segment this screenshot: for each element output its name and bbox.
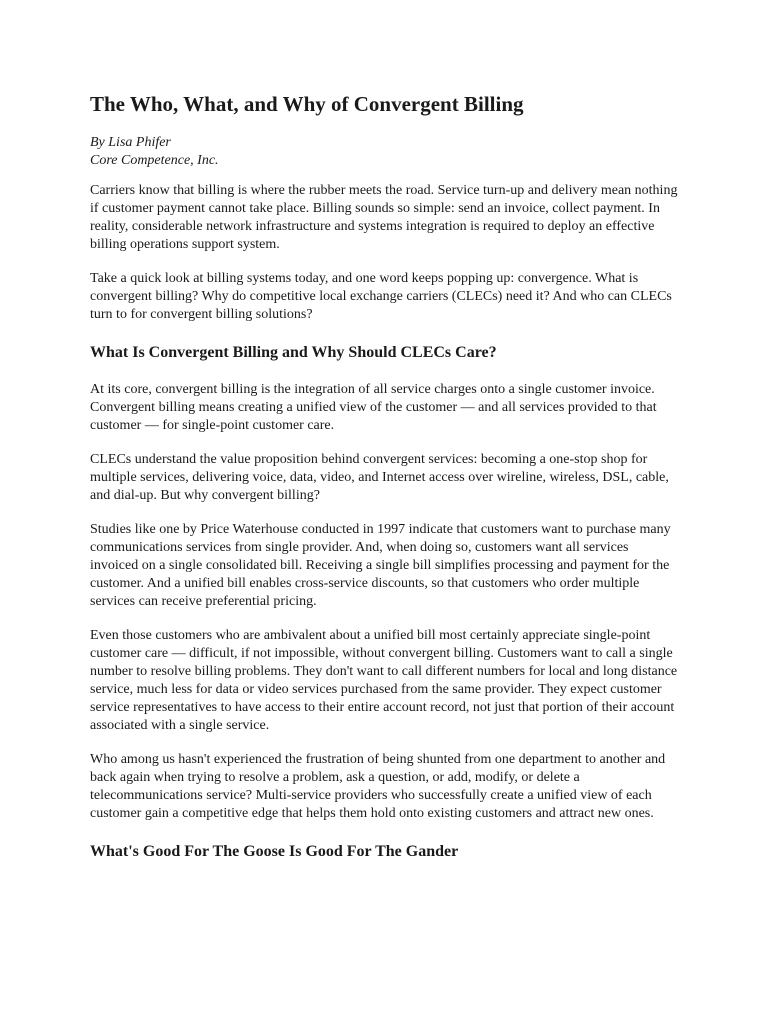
author-byline: By Lisa Phifer: [90, 135, 171, 151]
intro-paragraph: Carriers know that billing is where the rubber meets the road. Service turn-up and delivery mean nothing if customer payment cannot take place. Billing sounds so simple: send an invoice, collect payment. In reality, considerable network infrastructure and systems integration is required to deploy an effective billing operations support system.: [90, 183, 678, 253]
body-paragraph: At its core, convergent billing is the integration of all service charges onto a single customer invoice. Convergent billing means creating a unified view of the customer — and all services provided to that customer — for single-point customer care.: [90, 382, 657, 434]
author-organization: Core Competence, Inc.: [90, 153, 219, 169]
intro-paragraph: Take a quick look at billing systems today, and one word keeps popping up: convergence. What is convergent billing? Why do competitive local exchange carriers (CLECs) need it? And who can CLECs turn to for convergent billing solutions?: [90, 271, 672, 323]
document-title: The Who, What, and Why of Convergent Billing: [90, 92, 524, 116]
section-heading: What Is Convergent Billing and Why Should CLECs Care?: [90, 344, 497, 362]
body-paragraph: Even those customers who are ambivalent about a unified bill most certainly appreciate single-point customer care — difficult, if not impossible, without convergent billing. Customers want to call a single number to resolve billing problems. They don't want to call different numbers for local and long distance service, much less for data or video services purchased from the same provider. They expect customer service representatives to have access to their entire account record, not just that portion of their account associated with a single service.: [90, 628, 678, 734]
section-heading: What's Good For The Goose Is Good For The Gander: [90, 843, 459, 861]
byline-block: [90, 134, 680, 170]
body-paragraph: Who among us hasn't experienced the frustration of being shunted from one department to another and back again when trying to resolve a problem, ask a question, or add, modify, or delete a telecommunications service? Multi-service providers who successfully create a unified view of each customer gain a competitive edge that helps them hold onto existing customers and attract new ones.: [90, 752, 666, 822]
body-paragraph: Studies like one by Price Waterhouse conducted in 1997 indicate that customers want to purchase many communications services from single provider. And, when doing so, customers want all services invoiced on a single consolidated bill. Receiving a single bill simplifies processing and payment for the customer. And a unified bill enables cross-service discounts, so that customers who order multiple services can receive preferential pricing.: [90, 522, 671, 610]
body-paragraph: CLECs understand the value proposition behind convergent services: becoming a one-stop shop for multiple services, delivering voice, data, video, and Internet access over wireline, wireless, DSL, cable, and dial-up. But why convergent billing?: [90, 452, 669, 504]
document-page: [90, 92, 680, 880]
